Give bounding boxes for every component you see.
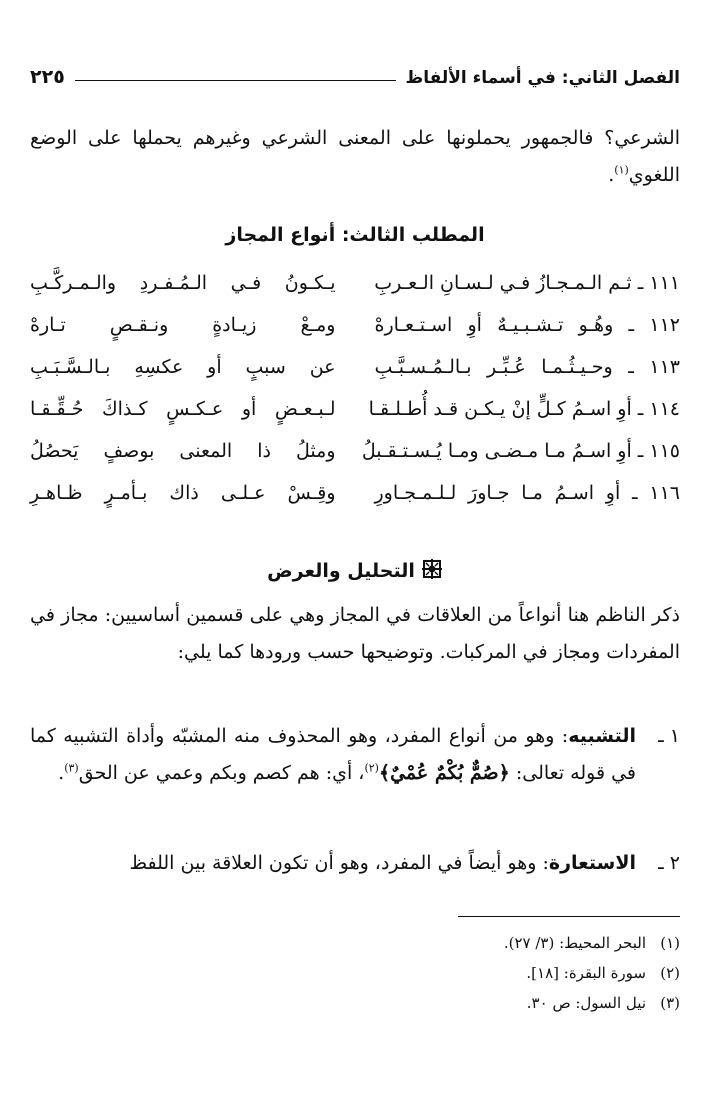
item-term: الاستعارة bbox=[548, 852, 636, 874]
verse-hemistich-right: ١١٤ ـ أوِ اسـمُ كـلٍّ إنْ يـكـن قـد أُطـلـقـا bbox=[368, 398, 680, 420]
verse-hemistich-left: ومـعْ زيـادةٍ ونـقـصٍ تـارهْ bbox=[30, 314, 336, 336]
page bbox=[30, 0, 680, 1117]
verse-hemistich-right: ١١٥ ـ أوِ اسـمُ مـا مـضـى ومـا يُـسـتـقـبلُ bbox=[361, 440, 680, 462]
item-text: : وهو من أنواع المفرد، وهو المحذوف منه المشبّه وأداة التشبيه كما في قوله تعالى: bbox=[30, 725, 636, 784]
verse-line bbox=[30, 304, 680, 346]
verse-hemistich-right: ١١٢ ـ وهُـو تـشـبـيـهٌ أوِ اسـتـعـارهْ bbox=[374, 314, 680, 336]
footnote-ref[interactable]: (٣) bbox=[64, 761, 79, 775]
verse-line bbox=[30, 346, 680, 388]
list-item bbox=[30, 845, 680, 882]
section-heading: المطلب الثالث: أنواع المجاز bbox=[225, 224, 485, 246]
footnote-number: (١) bbox=[660, 934, 680, 952]
item-text-after: ، أي: هم كصم وبكم وعمي عن الحق bbox=[78, 762, 365, 784]
verse-line bbox=[30, 430, 680, 472]
item-text: : وهو أيضاً في المفرد، وهو أن تكون العلاقة بين اللفظ bbox=[129, 852, 549, 874]
verse-hemistich-left: وقِـسْ عـلـى ذاك بـأمـرٍ ظـاهـرِ bbox=[30, 482, 336, 504]
item-number: ٢ ـ bbox=[658, 852, 680, 874]
verse-hemistich-left: يـكـونُ فـي الـمُـفـردِ والـمـركَّـبِ bbox=[30, 272, 336, 294]
footnote-text: البحر المحيط: (٣/ ٢٧). bbox=[503, 934, 646, 952]
quran-verse: ﴿صُمٌّ بُكْمٌ عُمْيٌ﴾ bbox=[378, 762, 510, 784]
verse-line bbox=[30, 472, 680, 514]
verse-hemistich-left: عن سببٍ أو عكسِهِ بـالـسَّـبَـبِ bbox=[30, 356, 336, 378]
item-number: ١ ـ bbox=[658, 725, 680, 747]
analysis-heading-text: التحليل والعرض bbox=[267, 560, 415, 582]
verse-hemistich-left: لـبـعـضٍ أو عـكـسٍ كـذاكَ حُـقِّـقـا bbox=[30, 398, 336, 420]
chapter-title: الفصل الثاني: في أسماء الألفاظ bbox=[405, 68, 680, 88]
footnote bbox=[30, 958, 680, 988]
footnote-rule bbox=[458, 916, 680, 917]
ornament-icon bbox=[421, 558, 443, 580]
verse-hemistich-right: ١١٣ ـ وحـيـثُـمـا عُـبِّـر بـالـمُـسـبَّـبِ bbox=[374, 356, 680, 378]
intro-end: . bbox=[608, 164, 615, 186]
footnote-ref[interactable]: (١) bbox=[614, 163, 629, 177]
footnote-number: (٢) bbox=[660, 964, 680, 982]
verse-hemistich-left: ومثلُ ذا المعنى بوصفٍ يَحصُلُ bbox=[30, 440, 336, 462]
verse-hemistich-right: ١١١ ـ ثـم الـمـجـازُ فـي لـسـانِ الـعـربِ bbox=[374, 272, 680, 294]
page-number: ٢٢٥ bbox=[30, 66, 65, 88]
verse-line bbox=[30, 388, 680, 430]
analysis-paragraph: ذكر الناظم هنا أنواعاً من العلاقات في المجاز وهي على قسمين أساسيين: مجاز في المفردات ومجاز في المركبات. وتوضيحها حسب ورودها كما يلي: bbox=[30, 604, 680, 663]
footnote bbox=[30, 928, 680, 958]
footnote-number: (٣) bbox=[660, 994, 680, 1012]
item-term: التشبيه bbox=[568, 725, 636, 747]
header-rule bbox=[75, 80, 396, 81]
footnotes bbox=[30, 928, 680, 1018]
verse-list bbox=[30, 262, 680, 514]
verse-line bbox=[30, 262, 680, 304]
footnote-text: نيل السول: ص ٣٠. bbox=[526, 994, 646, 1012]
intro-text: الشرعي؟ فالجمهور يحملونها على المعنى الشرعي وغيرهم يحملها على الوضع اللغوي bbox=[30, 127, 680, 186]
running-header bbox=[30, 58, 680, 88]
footnote-text: سورة البقرة: [١٨]. bbox=[526, 964, 646, 982]
verse-hemistich-right: ١١٦ ـ أوِ اسـمُ مـا جـاورَ لـلـمـجـاورِ bbox=[374, 482, 680, 504]
list-item bbox=[30, 718, 680, 792]
footnote bbox=[30, 988, 680, 1018]
analysis-heading bbox=[30, 558, 680, 582]
item-end: . bbox=[58, 762, 65, 784]
intro-paragraph bbox=[30, 120, 680, 194]
footnote-ref[interactable]: (٢) bbox=[364, 761, 379, 775]
